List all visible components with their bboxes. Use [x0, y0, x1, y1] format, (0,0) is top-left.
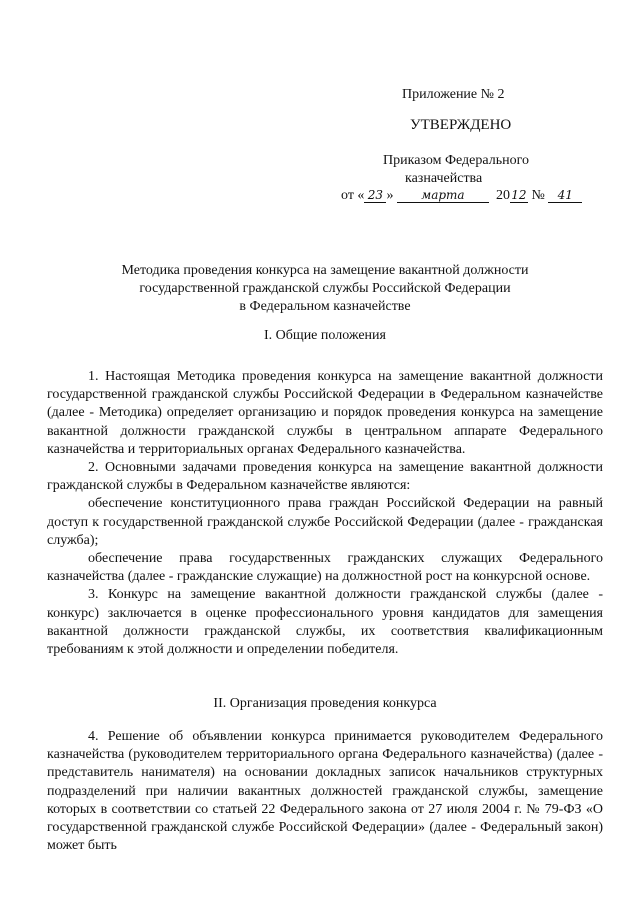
year-prefix: 20 [495, 188, 510, 203]
section-heading-1: I. Общие положения [264, 328, 386, 343]
section-1-body [47, 368, 603, 659]
appendix-label: Приложение № 2 [402, 87, 505, 102]
year-handwritten: 12 [511, 188, 527, 202]
date-day-handwritten: 23 [364, 188, 386, 203]
document-title [40, 262, 610, 316]
paragraph-1: 1. Настоящая Методика проведения конкурса на замещение вакантной должности государственной гражданской службы Российской Федерации в Федеральном казначействе (далее - Методика) определяет организацию и порядок проведения конкурса на замещение вакантной должности гражданской службы в центральном аппарате Федерального казначейства и территориальных органах Федерального казначейства. [47, 369, 603, 457]
title-line-1: Методика проведения конкурса на замещение вакантной должности [121, 263, 529, 278]
paragraph-2: 2. Основными задачами проведения конкурса на замещение вакантной должности гражданской службы в Федеральном казначействе являются: [47, 460, 603, 494]
order-date-line [341, 188, 582, 204]
number-prefix: № [531, 188, 545, 203]
section-2-body [47, 728, 603, 855]
paragraph-2a: обеспечение конституционного права граждан Российской Федерации на равный доступ к государственной гражданской службе Российской Федерации (далее - гражданская служба); [47, 496, 603, 548]
order-line-2: казначейства [405, 171, 483, 186]
order-number-handwritten: 41 [548, 188, 582, 203]
order-line-1: Приказом Федерального [383, 153, 529, 168]
title-line-2: государственной гражданской службы Российской Федерации [139, 281, 511, 296]
title-line-3: в Федеральном казначействе [239, 299, 411, 314]
section-heading-2: II. Организация проведения конкурса [213, 696, 437, 711]
paragraph-2b: обеспечение права государственных гражданских служащих Федерального казначейства (далее - гражданские служащие) на должностной рост на конкурсной основе. [47, 551, 603, 585]
paragraph-4: 4. Решение об объявлении конкурса принимается руководителем Федерального казначейства (руководителем территориального органа Федерального казначейства) (далее - представитель нанимателя) на основании докладных записок начальников структурных подразделений при наличии вакантных должностей гражданской службы, замещение которых в соответствии со статьей 22 Федерального закона от 27 июля 2004 г. № 79-ФЗ «О государственной гражданской службе Российской Федерации» (далее - Федеральный закон) может быть [47, 729, 603, 854]
date-month-handwritten: марта [397, 188, 489, 203]
date-prefix: от « [341, 188, 365, 203]
approved-stamp-text: УТВЕРЖДЕНО [410, 117, 512, 133]
paragraph-3: 3. Конкурс на замещение вакантной должности гражданской службы (далее - конкурс) заключается в оценке профессионального уровня кандидатов для замещения вакантной должности гражданской службы, их соответствия квалификационным требованиям к этой должности и определении победителя. [47, 587, 603, 658]
date-mid: » [386, 188, 394, 203]
